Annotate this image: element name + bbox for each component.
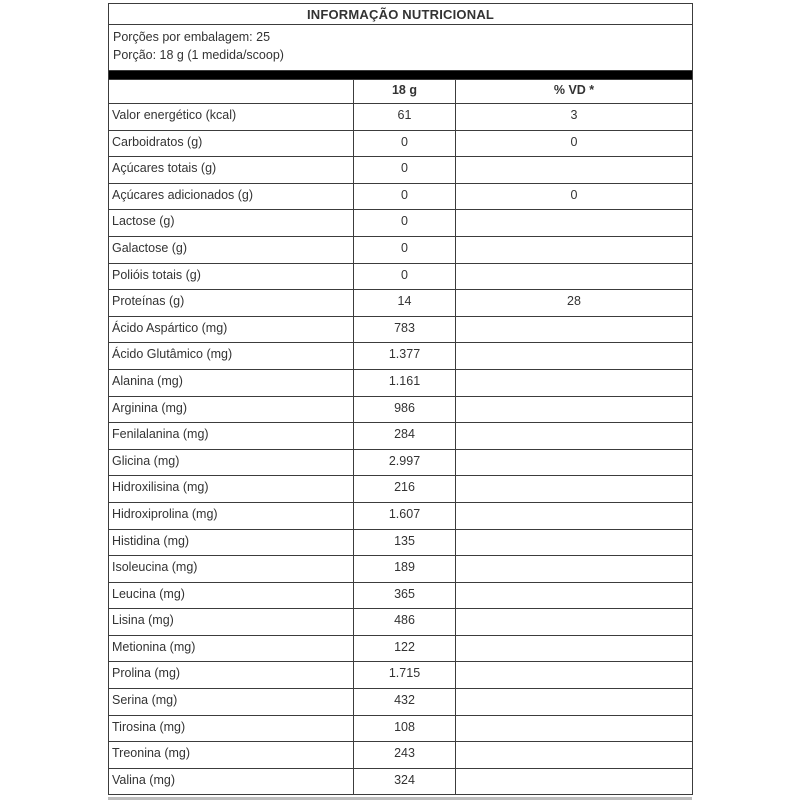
row-label: Fenilalanina (mg) (109, 423, 354, 450)
table-row (109, 157, 693, 184)
row-amount: 14 (354, 290, 456, 317)
row-amount: 486 (354, 609, 456, 636)
row-vd (456, 369, 693, 396)
row-amount: 0 (354, 130, 456, 157)
row-amount: 1.607 (354, 502, 456, 529)
row-vd (456, 715, 693, 742)
row-vd (456, 582, 693, 609)
row-amount: 324 (354, 768, 456, 795)
serving-info-row (109, 25, 693, 71)
row-amount: 986 (354, 396, 456, 423)
row-vd (456, 768, 693, 795)
row-label: Tirosina (mg) (109, 715, 354, 742)
row-vd (456, 263, 693, 290)
row-vd (456, 476, 693, 503)
row-label: Glicina (mg) (109, 449, 354, 476)
row-label: Carboidratos (g) (109, 130, 354, 157)
row-label: Hidroxilisina (mg) (109, 476, 354, 503)
row-vd: 0 (456, 130, 693, 157)
row-vd (456, 609, 693, 636)
row-amount: 0 (354, 263, 456, 290)
row-label: Açúcares totais (g) (109, 157, 354, 184)
table-row (109, 768, 693, 795)
row-label: Polióis totais (g) (109, 263, 354, 290)
table-row (109, 529, 693, 556)
table-row (109, 502, 693, 529)
nutrition-table (108, 3, 693, 795)
row-vd (456, 423, 693, 450)
row-amount: 243 (354, 742, 456, 769)
row-label: Valina (mg) (109, 768, 354, 795)
row-amount: 216 (354, 476, 456, 503)
table-row (109, 316, 693, 343)
row-label: Treonina (mg) (109, 742, 354, 769)
table-row (109, 263, 693, 290)
row-vd (456, 449, 693, 476)
table-row (109, 343, 693, 370)
column-header-amount: 18 g (354, 80, 456, 104)
table-row (109, 742, 693, 769)
row-amount: 189 (354, 556, 456, 583)
row-amount: 61 (354, 104, 456, 131)
row-label: Leucina (mg) (109, 582, 354, 609)
table-row (109, 290, 693, 317)
row-label: Histidina (mg) (109, 529, 354, 556)
table-row (109, 183, 693, 210)
row-vd (456, 396, 693, 423)
table-row (109, 423, 693, 450)
row-vd (456, 343, 693, 370)
table-row (109, 210, 693, 237)
row-vd (456, 689, 693, 716)
row-label: Galactose (g) (109, 236, 354, 263)
row-vd (456, 662, 693, 689)
row-label: Ácido Glutâmico (mg) (109, 343, 354, 370)
row-amount: 2.997 (354, 449, 456, 476)
separator-bar-row (109, 71, 693, 80)
table-row (109, 635, 693, 662)
separator-bar (109, 71, 693, 80)
row-amount: 0 (354, 210, 456, 237)
table-row (109, 396, 693, 423)
row-amount: 1.377 (354, 343, 456, 370)
row-label: Lisina (mg) (109, 609, 354, 636)
row-amount: 1.715 (354, 662, 456, 689)
row-label: Metionina (mg) (109, 635, 354, 662)
table-row (109, 104, 693, 131)
row-vd (456, 316, 693, 343)
row-label: Alanina (mg) (109, 369, 354, 396)
table-row (109, 582, 693, 609)
row-amount: 783 (354, 316, 456, 343)
row-vd (456, 502, 693, 529)
row-label: Isoleucina (mg) (109, 556, 354, 583)
row-label: Arginina (mg) (109, 396, 354, 423)
table-row (109, 662, 693, 689)
row-label: Hidroxiprolina (mg) (109, 502, 354, 529)
row-amount: 122 (354, 635, 456, 662)
table-row (109, 369, 693, 396)
row-label: Proteínas (g) (109, 290, 354, 317)
row-amount: 0 (354, 236, 456, 263)
row-vd (456, 742, 693, 769)
table-row (109, 556, 693, 583)
row-amount: 1.161 (354, 369, 456, 396)
row-vd: 28 (456, 290, 693, 317)
table-row (109, 130, 693, 157)
row-amount: 284 (354, 423, 456, 450)
row-label: Açúcares adicionados (g) (109, 183, 354, 210)
row-vd (456, 236, 693, 263)
row-vd: 3 (456, 104, 693, 131)
title-row (109, 4, 693, 25)
row-amount: 0 (354, 183, 456, 210)
table-row (109, 609, 693, 636)
table-row (109, 476, 693, 503)
row-amount: 432 (354, 689, 456, 716)
table-row (109, 715, 693, 742)
column-header-row (109, 80, 693, 104)
row-vd (456, 210, 693, 237)
row-amount: 0 (354, 157, 456, 184)
table-row (109, 236, 693, 263)
column-header-vd: % VD * (456, 80, 693, 104)
row-label: Valor energético (kcal) (109, 104, 354, 131)
row-amount: 108 (354, 715, 456, 742)
row-vd (456, 529, 693, 556)
row-label: Serina (mg) (109, 689, 354, 716)
table-row (109, 689, 693, 716)
row-vd (456, 157, 693, 184)
row-amount: 135 (354, 529, 456, 556)
row-label: Ácido Aspártico (mg) (109, 316, 354, 343)
serving-info (109, 25, 693, 71)
servings-per-package-line: Porções por embalagem: 25 (113, 30, 271, 44)
row-label: Prolina (mg) (109, 662, 354, 689)
table-title: INFORMAÇÃO NUTRICIONAL (109, 4, 693, 25)
column-header-item (109, 80, 354, 104)
row-vd (456, 556, 693, 583)
serving-size-line: Porção: 18 g (1 medida/scoop) (113, 48, 284, 62)
row-label: Lactose (g) (109, 210, 354, 237)
row-vd (456, 635, 693, 662)
row-vd: 0 (456, 183, 693, 210)
row-amount: 365 (354, 582, 456, 609)
table-row (109, 449, 693, 476)
